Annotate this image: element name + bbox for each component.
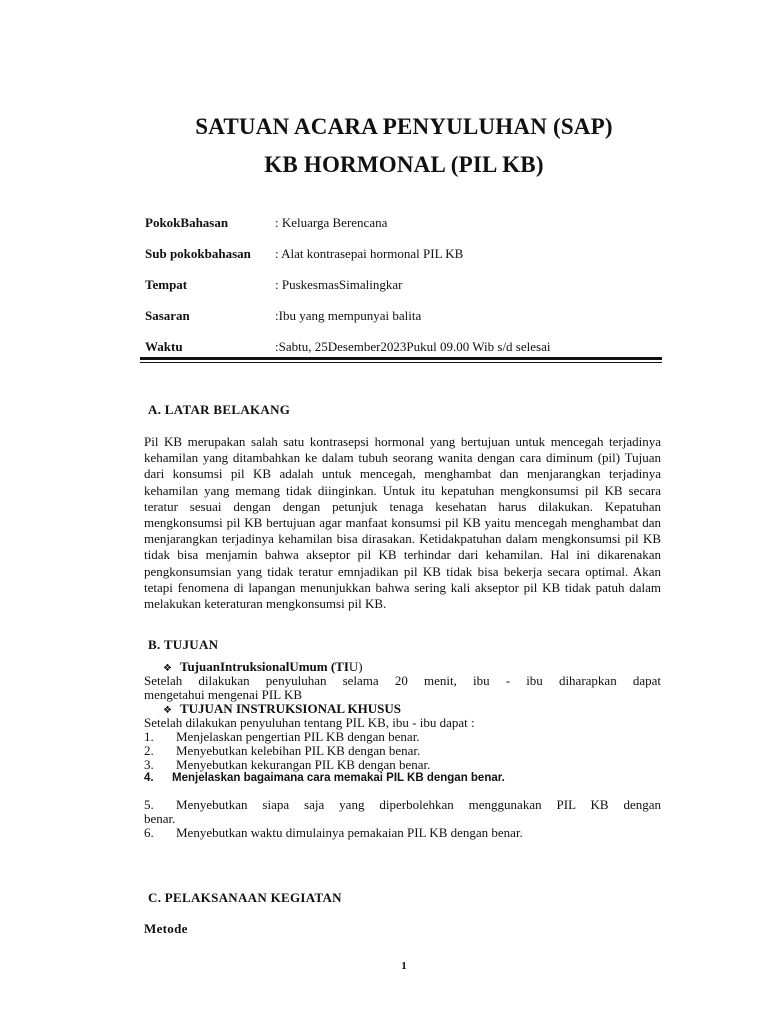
section-c-heading: C. PELAKSANAAN KEGIATAN <box>148 890 342 905</box>
info-value-pokok-bahasan: : Keluarga Berencana <box>275 215 388 230</box>
list-number: 3. <box>144 757 154 772</box>
info-label-sub-pokok-bahasan: Sub pokokbahasan <box>145 246 251 261</box>
info-value-waktu: :Sabtu, 25Desember2023Pukul 09.00 Wib s/d selesai <box>275 339 551 354</box>
tik-heading-text: TUJUAN INSTRUKSIONAL KHUSUS <box>179 701 402 716</box>
list-number: 5. <box>144 797 154 812</box>
tiu-text-line-1: Setelah dilakukan penyuluhan selama 20 menit, ibu - ibu diharapkan dapat <box>144 673 661 688</box>
info-value-tempat: : PuskesmasSimalingkar <box>275 277 403 292</box>
info-divider-thin <box>140 362 662 363</box>
tik-list-item <box>144 757 430 773</box>
tiu-heading-text: TujuanIntruksionalUmum (TI <box>179 659 349 674</box>
tik-list-item <box>144 825 523 841</box>
info-value-sub-pokok-bahasan: : Alat kontrasepai hormonal PIL KB <box>275 246 464 261</box>
page-number: 1 <box>401 960 407 972</box>
list-text: Menjelaskan bagaimana cara memakai PIL KB dengan benar. <box>172 772 505 784</box>
document-title: SATUAN ACARA PENYULUHAN (SAP) <box>195 114 613 139</box>
list-text: Menyebutkan siapa saja yang diperbolehkan menggunakan PIL KB dengan <box>176 797 661 812</box>
list-number: 6. <box>144 825 154 840</box>
info-value-sasaran: :Ibu yang mempunyai balita <box>275 308 422 323</box>
document-subtitle: KB HORMONAL (PIL KB) <box>264 152 544 177</box>
list-number: 4. <box>144 772 154 784</box>
info-label-pokok-bahasan: PokokBahasan <box>145 215 229 230</box>
section-b-heading: B. TUJUAN <box>148 637 219 652</box>
section-c-subheading-metode: Metode <box>144 921 188 936</box>
list-text: Menyebutkan kekurangan PIL KB dengan benar. <box>176 757 431 772</box>
tik-list-item-continuation: benar. <box>144 811 176 826</box>
info-divider-thick <box>140 357 662 360</box>
section-a-heading: A. LATAR BELAKANG <box>148 402 291 417</box>
tiu-heading-tail: U) <box>348 659 363 674</box>
tik-list-item <box>144 772 505 784</box>
diamond-bullet-icon: ❖ <box>163 663 172 674</box>
section-a-paragraph: Pil KB merupakan salah satu kontrasepsi hormonal yang bertujuan untuk mencegah terjadinya kehamilan yang ditambahkan ke dalam tubuh seorang wanita dengan cara diminum (pil) Tujuan dari konsumsi pil KB adalah untuk mencegah, menghambat dan menjarangkan terjadinya kehamilan yang memang tidak diinginkan. Untuk itu kepatuhan mengkonsumsi pil KB secara teratur sesuai dengan dengan petunjuk tenaga kesehatan harus dilakukan. Kepatuhan mengkonsumsi pil KB bertujuan agar manfaat konsumsi pil KB yaitu mencegah menghambat dan menjarangkan terjadinya kehamilan bisa dirasakan. Ketidakpatuhan dalam mengkonsumsi pil KB tidak bisa menjamin bahwa akseptor pil KB terhindar dari kehamilan. Hal ini dikarenakan pengkonsumsian yang tidak teratur emnjadikan pil KB tidak bisa bekerja secara optimal. Akan tetapi fenomena di lapangan menunjukkan bahwa sering kali akseptor pil KB tidak patuh dalam melakukan keteraturan mengkonsumsi pil KB. <box>144 434 661 612</box>
info-label-waktu: Waktu <box>145 339 183 354</box>
diamond-bullet-icon: ❖ <box>163 705 172 716</box>
list-number: 1. <box>144 729 154 744</box>
info-label-sasaran: Sasaran <box>145 308 190 323</box>
tik-intro: Setelah dilakukan penyuluhan tentang PIL KB, ibu - ibu dapat : <box>144 715 475 730</box>
tiu-text-line-2: mengetahui mengenai PIL KB <box>144 687 303 702</box>
list-text: Menyebutkan kelebihan PIL KB dengan benar. <box>176 743 421 758</box>
info-label-tempat: Tempat <box>145 277 188 292</box>
list-text: Menjelaskan pengertian PIL KB dengan benar. <box>176 729 420 744</box>
list-text: Menyebutkan waktu dimulainya pemakaian PIL KB dengan benar. <box>176 825 523 840</box>
list-number: 2. <box>144 743 154 758</box>
tik-list-item <box>144 797 661 813</box>
